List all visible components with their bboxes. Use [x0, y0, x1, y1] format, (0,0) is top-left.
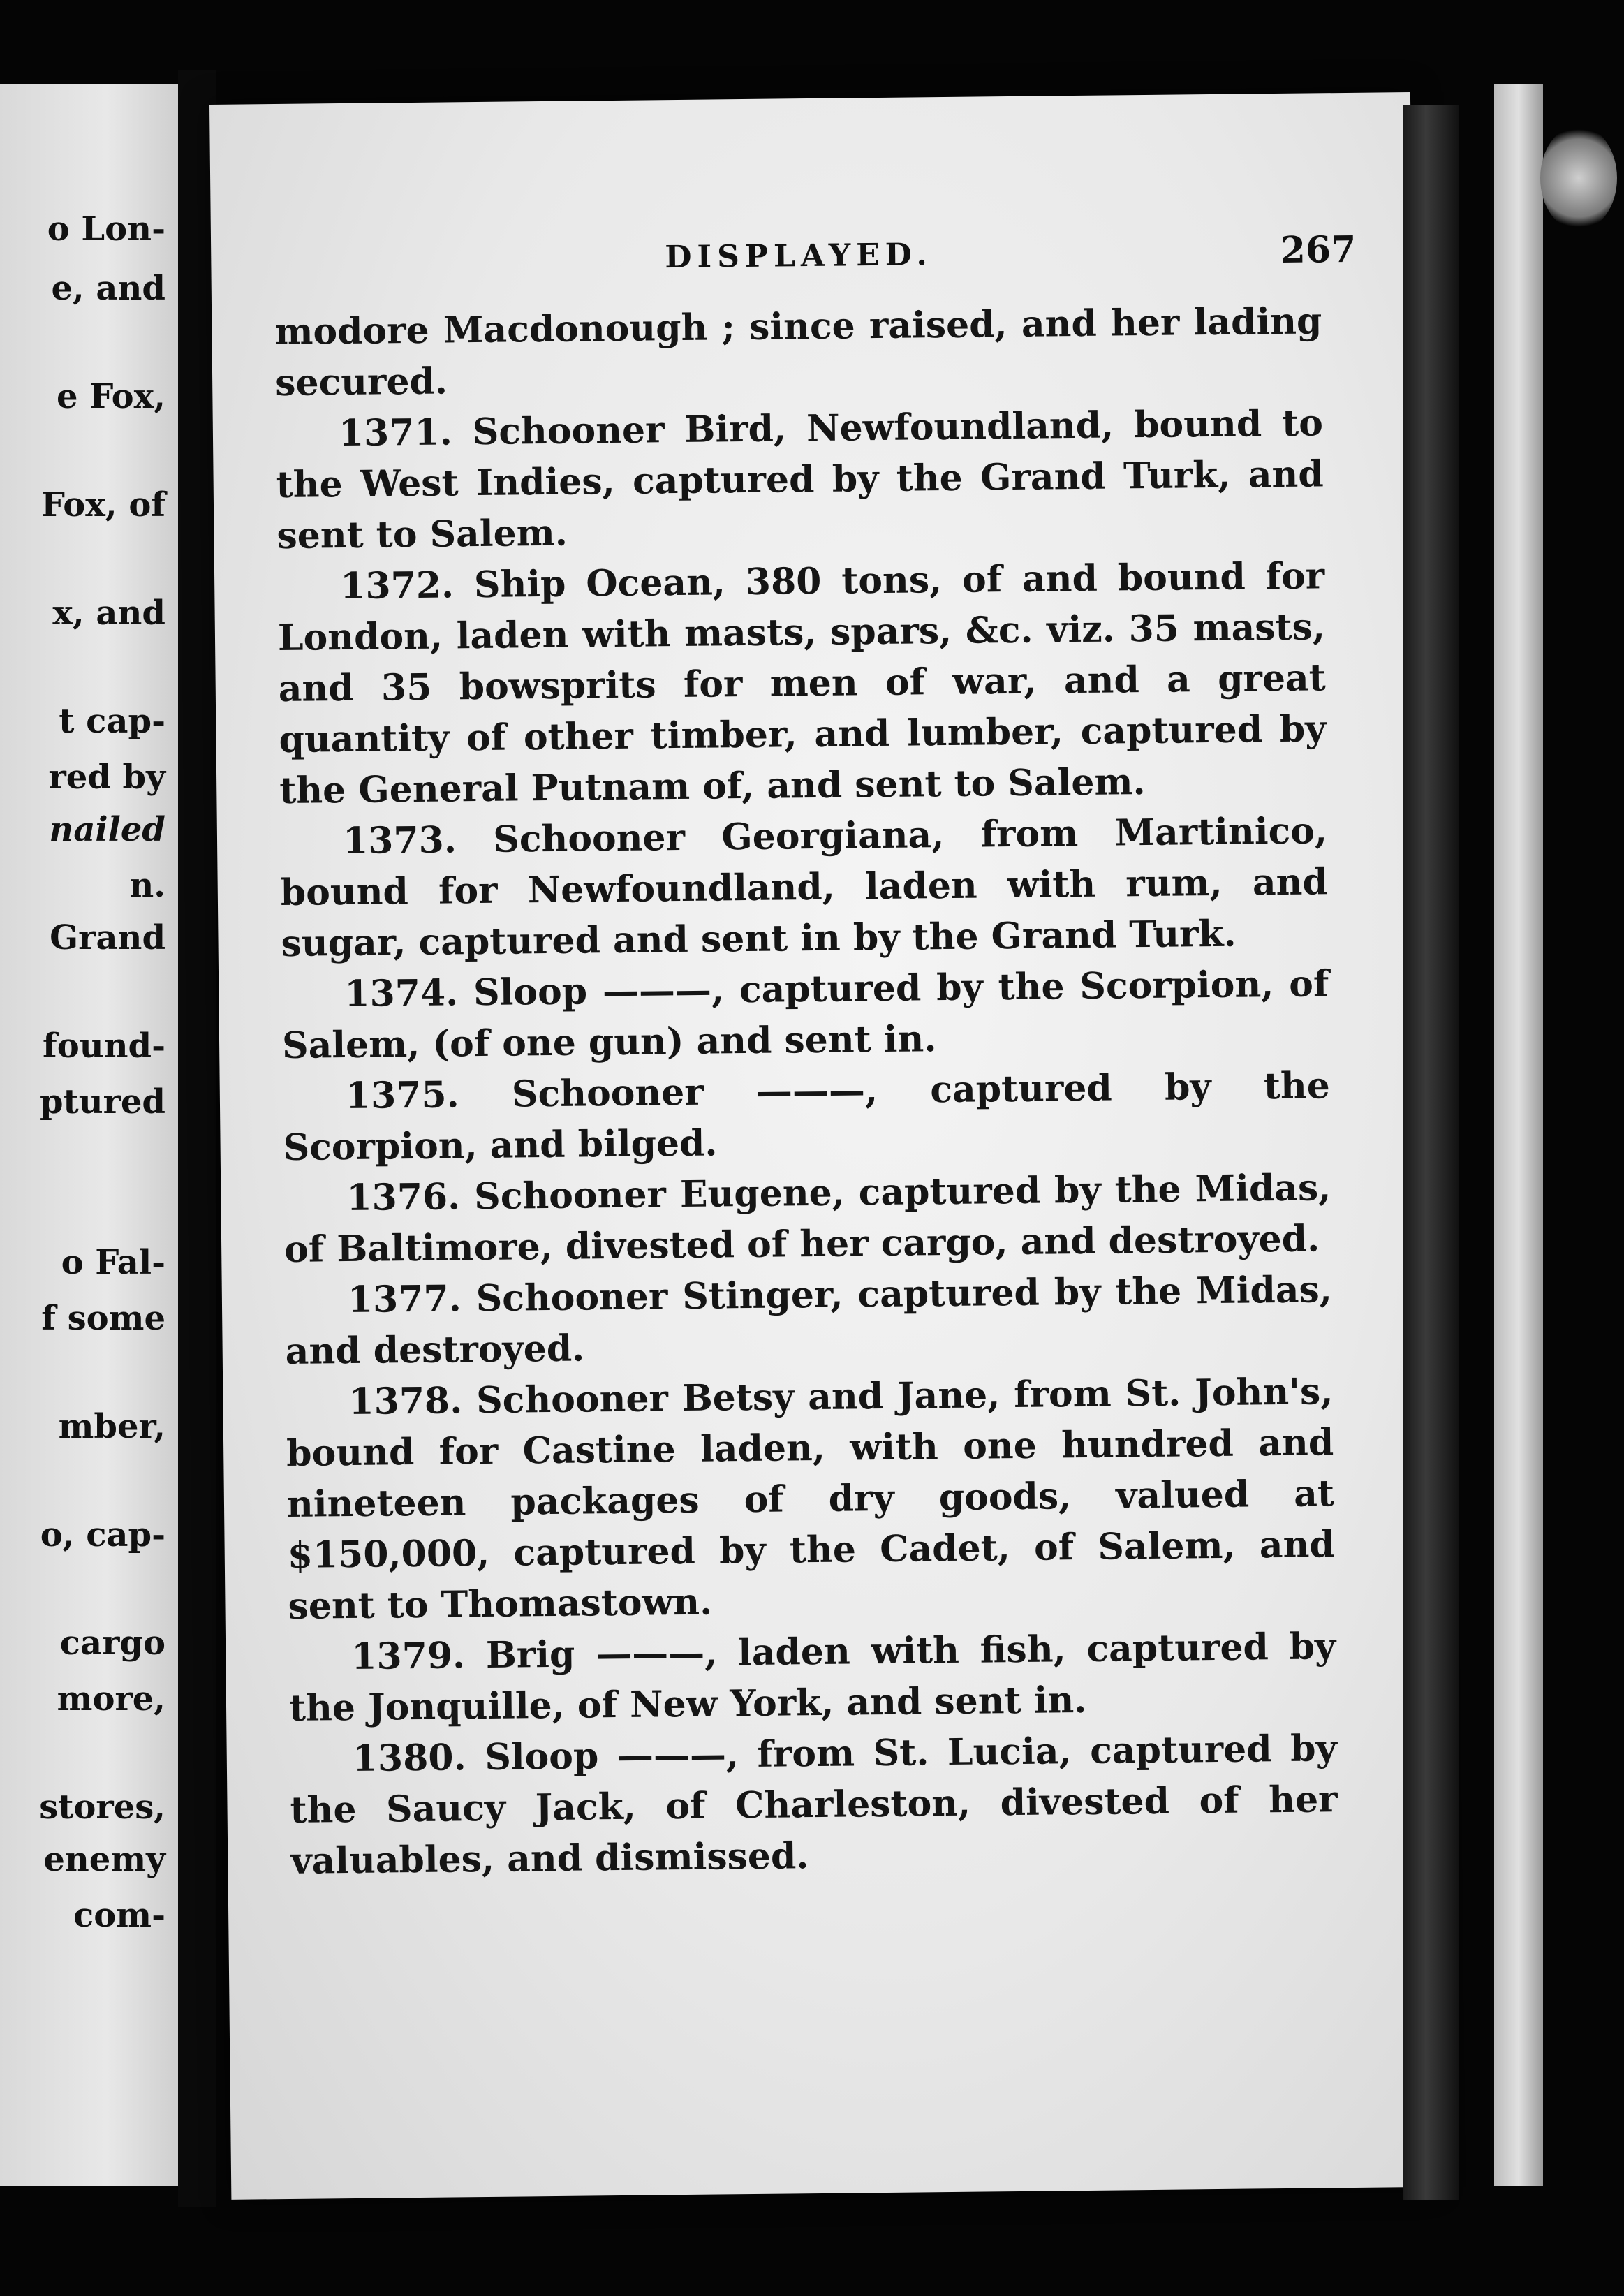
left-page-line: Grand: [50, 918, 165, 957]
body-text: [274, 295, 1338, 1887]
left-page-line: o Fal-: [61, 1243, 165, 1282]
left-page-line: found-: [43, 1026, 165, 1066]
entry-paragraph: 1379. Brig ———, laden with fish, captured by the Jonquille, of New York, and sent in.: [288, 1625, 1336, 1730]
left-page-line: enemy: [43, 1840, 165, 1879]
page-edge-shadow: [1403, 105, 1459, 2200]
entry-paragraph: modore Macdonough ; since raised, and her lading secured.: [274, 300, 1322, 405]
entry-paragraph: 1376. Schooner Eugene, captured by the Midas, of Baltimore, divested of her cargo, and destroyed.: [283, 1166, 1331, 1271]
left-page-line: stores,: [39, 1788, 165, 1827]
left-page-line: o Lon-: [47, 209, 165, 249]
entry-paragraph: 1378. Schooner Betsy and Jane, from St. John's, bound for Castine laden, with one hundred and nineteen packages of dry goods, valued at $150,000, captured by the Cadet, of Salem, and sent to Thomastown.: [286, 1370, 1335, 1628]
left-page-line: x, and: [52, 594, 165, 633]
entry-paragraph: 1372. Ship Ocean, 380 tons, of and bound for London, laden with masts, spars, &c. viz. 35 masts, and 35 bowsprits for men of war, and a great quantity of other timber, and lumber, captured by the General Putnam of, and sent to Salem.: [277, 554, 1327, 813]
book-page: [209, 92, 1432, 2200]
left-page-line: nailed: [49, 810, 165, 849]
left-page-line: cargo: [59, 1624, 165, 1663]
left-page-line: red by: [48, 758, 165, 797]
left-page-line: Fox, of: [40, 485, 165, 524]
left-page-line: f some: [41, 1299, 165, 1338]
entry-paragraph: 1380. Sloop ———, from St. Lucia, captured by the Saucy Jack, of Charleston, divested of her valuables, and dismissed.: [290, 1727, 1338, 1883]
left-facing-page: [0, 84, 178, 2186]
corner-smudge: [1540, 126, 1617, 230]
left-page-line: e, and: [51, 269, 165, 308]
left-page-line: e Fox,: [56, 377, 165, 416]
running-head: DISPLAYED.: [665, 237, 933, 276]
entry-paragraph: 1375. Schooner ———, captured by the Scorpion, and bilged.: [283, 1064, 1331, 1169]
book-gutter: [178, 70, 216, 2207]
entry-paragraph: 1377. Schooner Stinger, captured by the Midas, and destroyed.: [285, 1268, 1333, 1373]
book-cover-edge: [1494, 84, 1543, 2186]
left-page-line: com-: [73, 1896, 165, 1935]
page-header: [274, 228, 1357, 293]
left-page-line: mber,: [58, 1407, 165, 1446]
left-page-line: ptured: [39, 1082, 165, 1121]
left-page-line: t cap-: [59, 702, 165, 741]
left-page-line: o, cap-: [40, 1515, 165, 1554]
page-number: 267: [1280, 228, 1357, 272]
left-page-line: n.: [129, 866, 165, 905]
left-page-line: more,: [57, 1679, 165, 1719]
entry-paragraph: 1374. Sloop ———, captured by the Scorpion, of Salem, (of one gun) and sent in.: [281, 962, 1329, 1067]
entry-paragraph: 1371. Schooner Bird, Newfoundland, bound to the West Indies, captured by the Grand Turk, and sent to Salem.: [276, 402, 1324, 558]
entry-paragraph: 1373. Schooner Georgiana, from Martinico, bound for Newfoundland, laden with rum, and sugar, captured and sent in by the Grand Turk.: [280, 809, 1329, 965]
